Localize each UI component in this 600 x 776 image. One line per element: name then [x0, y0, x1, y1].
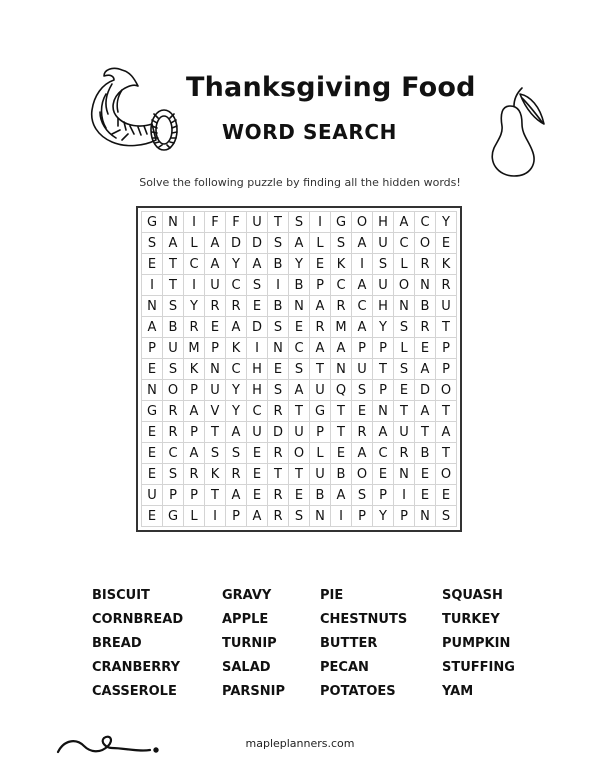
word-list-item: SQUASH [442, 588, 503, 603]
page-subtitle: WORD SEARCH [222, 120, 397, 144]
grid-row [142, 317, 457, 338]
grid-cell: G [163, 506, 184, 527]
instructions-text: Solve the following puzzle by finding all the hidden words! [139, 176, 461, 189]
grid-row [142, 506, 457, 527]
grid-cell: A [352, 275, 373, 296]
word-search-grid [136, 206, 462, 532]
grid-cell: N [142, 296, 163, 317]
grid-cell: A [331, 485, 352, 506]
grid-cell: R [205, 296, 226, 317]
grid-cell: U [373, 233, 394, 254]
grid-cell: A [247, 506, 268, 527]
grid-cell: U [163, 338, 184, 359]
grid-cell: A [226, 485, 247, 506]
grid-cell: K [226, 338, 247, 359]
grid-cell: E [373, 464, 394, 485]
grid-cell: S [289, 506, 310, 527]
grid-cell: E [289, 317, 310, 338]
grid-cell: A [331, 338, 352, 359]
grid-cell: Y [373, 317, 394, 338]
grid-cell: E [415, 485, 436, 506]
grid-cell: E [415, 338, 436, 359]
grid-cell: K [184, 359, 205, 380]
grid-cell: S [289, 212, 310, 233]
grid-cell: I [268, 275, 289, 296]
grid-cell: T [394, 401, 415, 422]
grid-cell: D [226, 233, 247, 254]
page-title: Thanksgiving Food [186, 72, 476, 103]
grid-cell: U [247, 212, 268, 233]
word-list-item: PARSNIP [222, 684, 286, 699]
grid-cell: T [436, 443, 457, 464]
grid-cell: F [226, 212, 247, 233]
letter-grid [141, 211, 457, 527]
grid-cell: B [268, 254, 289, 275]
grid-cell: T [373, 359, 394, 380]
grid-cell: D [415, 380, 436, 401]
grid-cell: C [163, 443, 184, 464]
grid-cell: C [415, 212, 436, 233]
grid-row [142, 485, 457, 506]
grid-cell: F [205, 212, 226, 233]
grid-cell: U [352, 359, 373, 380]
word-list-item: TURNIP [222, 636, 277, 651]
grid-cell: S [436, 506, 457, 527]
grid-cell: A [352, 233, 373, 254]
grid-cell: T [163, 254, 184, 275]
grid-cell: I [184, 212, 205, 233]
grid-cell: S [226, 443, 247, 464]
grid-cell: N [415, 506, 436, 527]
word-list-item: CHESTNUTS [320, 612, 408, 627]
grid-cell: E [415, 464, 436, 485]
grid-cell: E [289, 485, 310, 506]
grid-cell: E [268, 359, 289, 380]
grid-cell: E [247, 485, 268, 506]
grid-cell: G [331, 212, 352, 233]
grid-row [142, 443, 457, 464]
word-list-item: YAM [442, 684, 474, 699]
grid-cell: K [436, 254, 457, 275]
grid-cell: N [373, 401, 394, 422]
grid-cell: A [415, 401, 436, 422]
grid-cell: M [184, 338, 205, 359]
grid-cell: P [142, 338, 163, 359]
grid-cell: N [394, 464, 415, 485]
grid-cell: T [310, 359, 331, 380]
grid-cell: A [184, 443, 205, 464]
grid-cell: P [310, 275, 331, 296]
grid-cell: N [331, 359, 352, 380]
word-list-item: APPLE [222, 612, 269, 627]
grid-cell: E [352, 401, 373, 422]
grid-cell: Y [184, 296, 205, 317]
grid-cell: E [436, 485, 457, 506]
grid-cell: C [352, 296, 373, 317]
grid-cell: A [415, 359, 436, 380]
grid-cell: R [310, 317, 331, 338]
grid-cell: R [394, 443, 415, 464]
grid-cell: Q [331, 380, 352, 401]
grid-cell: O [436, 464, 457, 485]
grid-cell: E [205, 317, 226, 338]
grid-cell: E [142, 254, 163, 275]
word-list-item: SALAD [222, 660, 271, 675]
grid-cell: O [436, 380, 457, 401]
grid-cell: I [205, 506, 226, 527]
grid-cell: S [289, 359, 310, 380]
grid-cell: A [310, 338, 331, 359]
grid-cell: N [205, 359, 226, 380]
grid-row [142, 401, 457, 422]
grid-cell: L [394, 254, 415, 275]
grid-cell: A [205, 254, 226, 275]
grid-cell: P [310, 422, 331, 443]
grid-cell: T [289, 401, 310, 422]
grid-cell: R [352, 422, 373, 443]
grid-cell: R [268, 443, 289, 464]
grid-cell: R [226, 464, 247, 485]
grid-cell: P [205, 338, 226, 359]
grid-cell: E [331, 443, 352, 464]
grid-cell: U [436, 296, 457, 317]
grid-cell: R [163, 401, 184, 422]
grid-cell: C [184, 254, 205, 275]
grid-cell: S [331, 233, 352, 254]
word-list-item: POTATOES [320, 684, 396, 699]
grid-cell: E [436, 233, 457, 254]
grid-cell: G [142, 401, 163, 422]
grid-cell: S [352, 380, 373, 401]
grid-cell: P [352, 338, 373, 359]
grid-cell: U [247, 422, 268, 443]
grid-row [142, 212, 457, 233]
grid-cell: T [436, 317, 457, 338]
website-footer: mapleplanners.com [245, 737, 355, 750]
grid-cell: R [184, 317, 205, 338]
word-list-item: TURKEY [442, 612, 500, 627]
grid-row [142, 338, 457, 359]
grid-cell: T [436, 401, 457, 422]
grid-cell: S [268, 233, 289, 254]
grid-cell: P [352, 506, 373, 527]
grid-cell: S [142, 233, 163, 254]
grid-cell: S [352, 485, 373, 506]
grid-cell: B [310, 485, 331, 506]
grid-cell: T [415, 422, 436, 443]
grid-cell: E [142, 443, 163, 464]
grid-row [142, 254, 457, 275]
grid-cell: S [163, 464, 184, 485]
grid-cell: K [331, 254, 352, 275]
word-list-item: CASSEROLE [92, 684, 177, 699]
grid-cell: E [247, 443, 268, 464]
grid-cell: C [331, 275, 352, 296]
grid-cell: Y [373, 506, 394, 527]
grid-cell: I [184, 275, 205, 296]
grid-row [142, 275, 457, 296]
grid-cell: T [205, 485, 226, 506]
grid-cell: S [394, 317, 415, 338]
grid-cell: U [310, 464, 331, 485]
grid-cell: N [289, 296, 310, 317]
word-list-item: PUMPKIN [442, 636, 511, 651]
grid-cell: I [142, 275, 163, 296]
grid-cell: I [310, 212, 331, 233]
grid-cell: S [373, 254, 394, 275]
grid-cell: H [247, 380, 268, 401]
grid-cell: D [247, 233, 268, 254]
grid-cell: I [352, 254, 373, 275]
grid-cell: O [352, 464, 373, 485]
grid-cell: R [415, 317, 436, 338]
grid-cell: A [289, 380, 310, 401]
grid-cell: A [436, 422, 457, 443]
grid-cell: A [352, 443, 373, 464]
grid-cell: A [373, 422, 394, 443]
grid-cell: P [184, 380, 205, 401]
grid-cell: E [142, 506, 163, 527]
grid-cell: R [226, 296, 247, 317]
word-list-item: BISCUIT [92, 588, 150, 603]
grid-cell: B [415, 443, 436, 464]
grid-cell: P [373, 380, 394, 401]
grid-cell: V [205, 401, 226, 422]
grid-cell: Y [226, 380, 247, 401]
grid-cell: R [268, 485, 289, 506]
grid-cell: U [205, 380, 226, 401]
grid-cell: H [373, 296, 394, 317]
grid-cell: O [163, 380, 184, 401]
grid-row [142, 233, 457, 254]
word-list-item: GRAVY [222, 588, 272, 603]
grid-cell: Y [226, 254, 247, 275]
grid-cell: T [268, 212, 289, 233]
grid-cell: R [184, 464, 205, 485]
grid-cell: G [142, 212, 163, 233]
grid-cell: T [163, 275, 184, 296]
grid-cell: L [184, 233, 205, 254]
grid-cell: I [394, 485, 415, 506]
grid-cell: O [289, 443, 310, 464]
grid-cell: U [142, 485, 163, 506]
grid-cell: C [394, 233, 415, 254]
grid-cell: E [310, 254, 331, 275]
word-list-item: BUTTER [320, 636, 378, 651]
grid-cell: B [268, 296, 289, 317]
grid-cell: E [142, 359, 163, 380]
grid-cell: U [373, 275, 394, 296]
grid-cell: P [373, 338, 394, 359]
grid-cell: T [331, 401, 352, 422]
grid-cell: B [415, 296, 436, 317]
grid-cell: L [310, 443, 331, 464]
grid-cell: P [436, 338, 457, 359]
grid-row [142, 296, 457, 317]
grid-row [142, 422, 457, 443]
grid-cell: M [331, 317, 352, 338]
grid-cell: S [268, 380, 289, 401]
grid-cell: P [373, 485, 394, 506]
grid-cell: A [226, 422, 247, 443]
grid-cell: R [436, 275, 457, 296]
grid-cell: L [184, 506, 205, 527]
grid-cell: R [415, 254, 436, 275]
grid-cell: I [331, 506, 352, 527]
word-list-item: CRANBERRY [92, 660, 181, 675]
grid-cell: S [163, 296, 184, 317]
grid-cell: E [142, 464, 163, 485]
grid-cell: D [268, 422, 289, 443]
grid-cell: S [247, 275, 268, 296]
grid-cell: A [226, 317, 247, 338]
grid-cell: A [247, 254, 268, 275]
grid-cell: L [394, 338, 415, 359]
grid-cell: U [310, 380, 331, 401]
grid-cell: E [142, 422, 163, 443]
word-list-item: PIE [320, 588, 344, 603]
word-list [92, 588, 532, 699]
grid-cell: N [415, 275, 436, 296]
grid-cell: O [352, 212, 373, 233]
grid-cell: A [310, 296, 331, 317]
grid-cell: C [226, 359, 247, 380]
grid-cell: Y [289, 254, 310, 275]
grid-cell: O [394, 275, 415, 296]
grid-cell: S [268, 317, 289, 338]
grid-cell: R [331, 296, 352, 317]
grid-cell: T [331, 422, 352, 443]
grid-cell: U [289, 422, 310, 443]
grid-cell: N [394, 296, 415, 317]
grid-cell: A [205, 233, 226, 254]
grid-cell: R [163, 422, 184, 443]
grid-cell: Y [226, 401, 247, 422]
pear-icon [486, 84, 556, 180]
grid-cell: K [205, 464, 226, 485]
grid-cell: S [205, 443, 226, 464]
grid-row [142, 380, 457, 401]
grid-cell: E [247, 464, 268, 485]
grid-cell: H [373, 212, 394, 233]
grid-cell: C [373, 443, 394, 464]
grid-cell: H [247, 359, 268, 380]
grid-cell: S [163, 359, 184, 380]
grid-cell: Y [436, 212, 457, 233]
grid-cell: P [394, 506, 415, 527]
word-list-item: BREAD [92, 636, 142, 651]
grid-cell: T [289, 464, 310, 485]
grid-cell: P [436, 359, 457, 380]
grid-row [142, 464, 457, 485]
grid-cell: P [184, 422, 205, 443]
grid-cell: A [352, 317, 373, 338]
grid-cell: T [205, 422, 226, 443]
grid-cell: E [394, 380, 415, 401]
grid-cell: B [289, 275, 310, 296]
grid-cell: N [310, 506, 331, 527]
grid-cell: R [268, 506, 289, 527]
grid-cell: B [331, 464, 352, 485]
grid-cell: A [184, 401, 205, 422]
grid-cell: O [415, 233, 436, 254]
grid-cell: A [142, 317, 163, 338]
grid-cell: E [247, 296, 268, 317]
grid-cell: A [163, 233, 184, 254]
grid-cell: L [310, 233, 331, 254]
grid-cell: P [226, 506, 247, 527]
grid-cell: G [310, 401, 331, 422]
grid-cell: N [163, 212, 184, 233]
word-list-item: CORNBREAD [92, 612, 184, 627]
grid-cell: U [394, 422, 415, 443]
cornucopia-icon [82, 64, 182, 156]
grid-cell: C [226, 275, 247, 296]
grid-row [142, 359, 457, 380]
grid-cell: N [268, 338, 289, 359]
grid-cell: T [268, 464, 289, 485]
grid-cell: A [394, 212, 415, 233]
word-list-item: PECAN [320, 660, 369, 675]
grid-cell: R [268, 401, 289, 422]
word-list-item: STUFFING [442, 660, 515, 675]
grid-cell: A [289, 233, 310, 254]
grid-cell: D [247, 317, 268, 338]
grid-cell: P [163, 485, 184, 506]
grid-cell: P [184, 485, 205, 506]
grid-cell: I [247, 338, 268, 359]
grid-cell: S [394, 359, 415, 380]
grid-cell: U [205, 275, 226, 296]
grid-cell: B [163, 317, 184, 338]
grid-cell: C [247, 401, 268, 422]
grid-cell: N [142, 380, 163, 401]
grid-cell: C [289, 338, 310, 359]
